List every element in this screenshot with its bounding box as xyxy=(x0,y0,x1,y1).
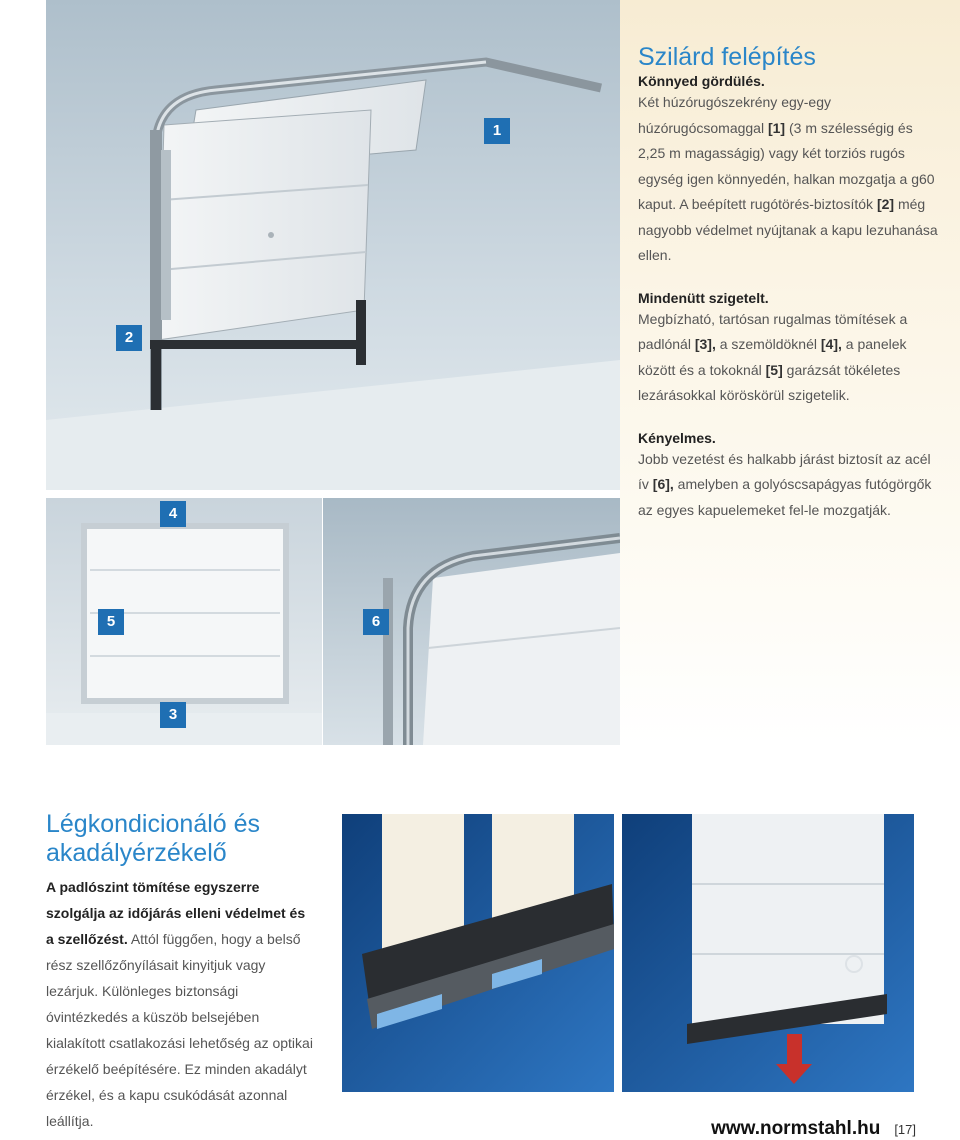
badge-6: 6 xyxy=(363,609,389,635)
feature-insulated xyxy=(638,289,938,409)
section-title: Szilárd felépítés xyxy=(638,43,816,71)
door-front-photo xyxy=(46,498,322,745)
floor-seal-photo xyxy=(342,814,914,1092)
badge-2: 2 xyxy=(116,325,142,351)
badge-5: 5 xyxy=(98,609,124,635)
feature-heading: Könnyed gördülés. xyxy=(638,73,765,89)
badge-4: 4 xyxy=(160,501,186,527)
feature-text: Jobb vezetést és halkabb járást biztosít az acél ív [6], amelyben a golyóscsapágyas futógörgők az egyes kapuelemeket fel-le mozgatják. xyxy=(638,450,932,518)
page-number: [17] xyxy=(894,1122,916,1137)
feature-smooth-rolling xyxy=(638,72,938,269)
page-footer xyxy=(711,1118,916,1140)
air-conditioning-section xyxy=(46,810,316,1134)
feature-heading: Mindenütt szigetelt. xyxy=(638,289,769,306)
feature-text: Megbízható, tartósan rugalmas tömítések a padlónál [3], a szemöldöknél [4], a panelek között és a tokoknál [5] garázsát tökéletes lezárásokkal köröskörül szigetelik. xyxy=(638,310,908,403)
main-door-mechanism-photo xyxy=(46,0,620,490)
solid-construction-section xyxy=(638,42,938,523)
section-title: Légkondicionáló és akadályérzékelő xyxy=(46,810,261,867)
feature-comfortable xyxy=(638,429,938,524)
section-text: A padlószint tömítése egyszerre szolgálja az időjárás elleni védelmet és a szellőzést. Attól függően, hogy a belső rész szellőzőnyílásait kinyitjuk vagy lezárjuk. Különleges biztonsági óvintézkedés a küszöb belsejében kialakított csatlakozási lehetőség az optikai érzékelő beépítésére. Ez minden akadályt érzékel, és a kapu csukódását azonnal leállítja. xyxy=(46,879,313,1129)
track-curve-photo xyxy=(323,498,620,745)
badge-3: 3 xyxy=(160,702,186,728)
badge-1: 1 xyxy=(484,118,510,144)
feature-heading: Kényelmes. xyxy=(638,429,716,446)
website-link[interactable]: www.normstahl.hu xyxy=(711,1118,881,1139)
feature-text: Két húzórugószekrény egy-egy húzórugócsomaggal [1] (3 m szélességig és 2,25 m magasságig) vagy két torziós rugós egység igen könnyedén, halkan mozgatja a g60 kaput. A beépített rugótörés-biztosítók [2] még nagyobb védelmet nyújtanak a kapu lezuhanása ellen. xyxy=(638,94,938,263)
